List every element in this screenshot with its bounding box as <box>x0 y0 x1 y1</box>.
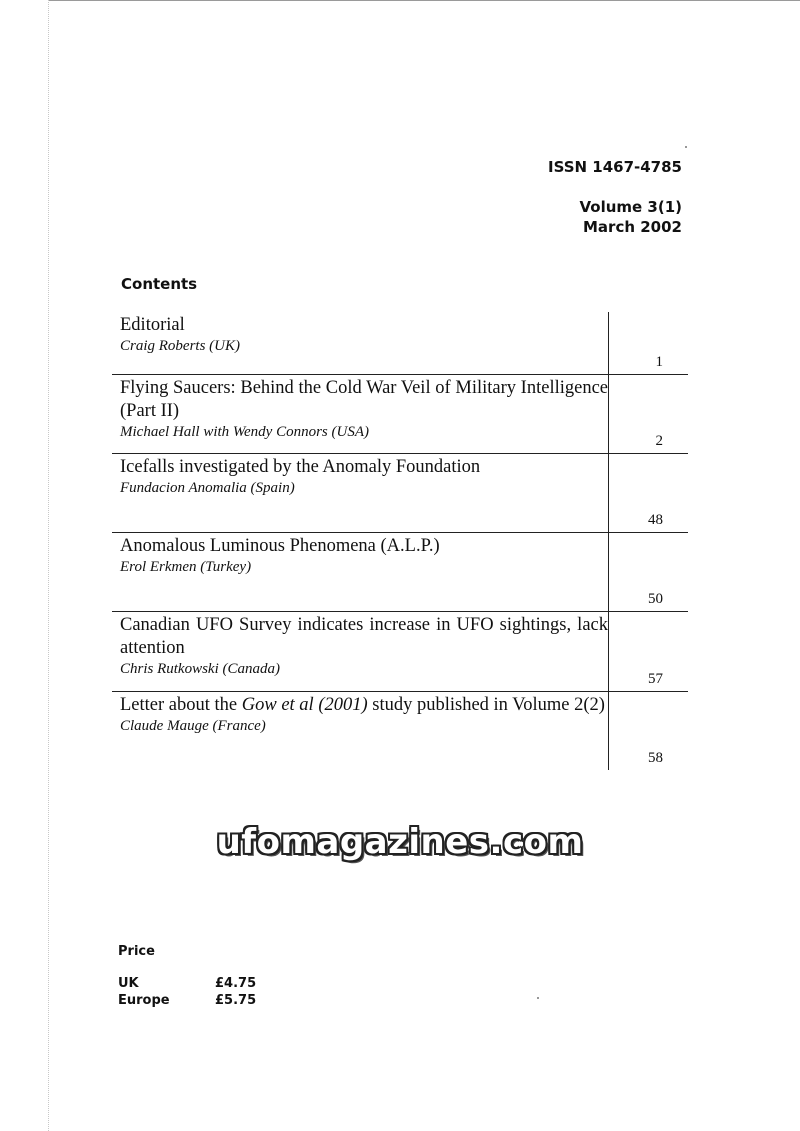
toc-entry-page: 48 <box>648 512 663 528</box>
toc-entry-author: Michael Hall with Wendy Connors (USA) <box>120 424 370 440</box>
price-row <box>118 992 256 1009</box>
price-amount: £4.75 <box>215 976 257 991</box>
toc-entry-title-suffix: study published in Volume 2(2) <box>367 695 605 715</box>
volume-info <box>579 197 682 237</box>
scan-speck <box>685 146 687 148</box>
price-amount: £5.75 <box>215 993 257 1008</box>
price-row <box>118 975 256 992</box>
price-region: UK <box>118 976 139 991</box>
toc-entry-title: Editorial <box>120 315 185 335</box>
toc-entry-page: 58 <box>648 750 663 766</box>
toc-entry-author: Craig Roberts (UK) <box>120 338 240 354</box>
price-region: Europe <box>118 993 170 1008</box>
toc-entry-title: Anomalous Luminous Phenomena (A.L.P.) <box>120 536 440 556</box>
toc-entry <box>112 692 688 770</box>
issue-date: March 2002 <box>583 218 682 236</box>
table-of-contents <box>112 312 688 770</box>
issn: ISSN 1467-4785 <box>547 158 682 176</box>
price-section <box>118 944 256 1009</box>
toc-entry-author: Erol Erkmen (Turkey) <box>120 559 252 575</box>
contents-heading: Contents <box>121 275 198 293</box>
volume-number: Volume 3(1) <box>579 198 682 216</box>
price-heading: Price <box>118 944 155 959</box>
toc-entry-title-citation: Gow et al (2001) <box>241 695 368 715</box>
toc-entry-title: Flying Saucers: Behind the Cold War Veil of Military Intelligence (Part II) <box>120 378 608 421</box>
toc-entry-title: Canadian UFO Survey indicates increase in UFO sightings, lack attention <box>120 615 608 658</box>
toc-entry <box>112 312 688 375</box>
toc-entry-page: 2 <box>655 433 663 449</box>
toc-entry-title-prefix: Letter about the <box>120 695 242 715</box>
toc-entry-title <box>120 694 608 717</box>
toc-entry-author: Fundacion Anomalia (Spain) <box>120 480 295 496</box>
page-left-edge <box>48 0 49 1131</box>
toc-entry-author: Chris Rutkowski (Canada) <box>120 661 280 677</box>
toc-entry <box>112 454 688 533</box>
scan-speck <box>537 997 539 999</box>
toc-entry-author: Claude Mauge (France) <box>120 718 266 734</box>
toc-entry <box>112 533 688 612</box>
page-top-edge <box>48 0 800 1</box>
toc-entry-title: Icefalls investigated by the Anomaly Foundation <box>120 457 481 477</box>
toc-entry-page: 50 <box>648 591 663 607</box>
toc-entry <box>112 612 688 692</box>
toc-entry <box>112 375 688 454</box>
watermark: ufomagazines.com <box>216 822 584 862</box>
toc-entry-page: 57 <box>648 671 663 687</box>
toc-entry-page: 1 <box>655 354 663 370</box>
